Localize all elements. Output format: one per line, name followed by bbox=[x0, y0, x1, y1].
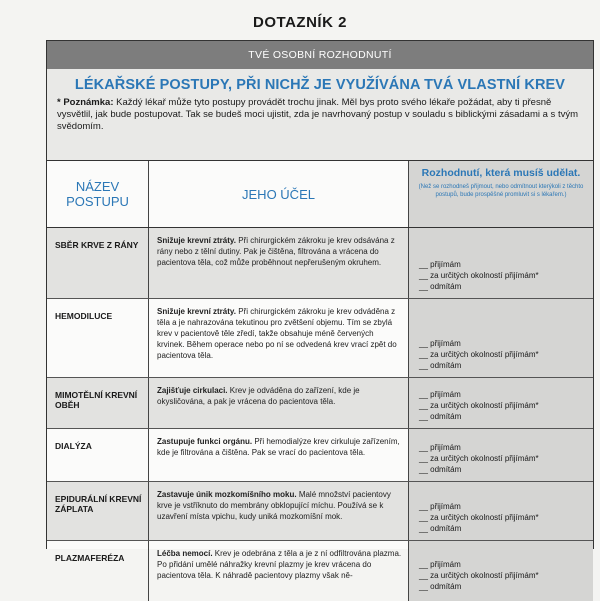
purpose-text: Krev je odebrána z těla a je z ní odfiltrována plazma. Po přidání umělé náhražky krevní plazmy je krev vrácena do pacientova těla. K náhradě pacientovy plazmy však ně- bbox=[157, 549, 402, 580]
decision-options bbox=[409, 429, 593, 481]
header-decision bbox=[409, 161, 593, 227]
procedures-table bbox=[47, 161, 593, 601]
header-decision-title: Rozhodnutí, která musíš udělat. bbox=[421, 167, 581, 179]
procedure-name: SBĚR KRVE Z RÁNY bbox=[47, 228, 149, 298]
option-conditional[interactable]: __ za určitých okolností přijímám* bbox=[419, 349, 593, 360]
procedure-name: EPIDURÁLNÍ KREVNÍ ZÁPLATA bbox=[47, 482, 149, 540]
heading-box bbox=[47, 69, 593, 161]
note-text: Každý lékař může tyto postupy provádět trochu jinak. Měl bys proto svého lékaře požádat, aby ti přesně vysvětlil, jak bude postupovat. Tak se budeš moci ujistit, zda je navrhovaný postup v souladu s biblickými zásadami a s tvým svědomím. bbox=[57, 97, 578, 132]
purpose-lead: Snižuje krevní ztráty. bbox=[157, 307, 236, 316]
option-conditional[interactable]: __ za určitých okolností přijímám* bbox=[419, 270, 593, 281]
option-conditional[interactable]: __ za určitých okolností přijímám* bbox=[419, 570, 593, 581]
purpose-text: Při chirurgickém zákroku je krev odsávána z rány nebo z tělní dutiny. Pak je čištěna, filtrována a vrácena do pacientova těla, což může proběhnout nepřerušeným okruhem. bbox=[157, 236, 395, 267]
table-row bbox=[47, 429, 593, 482]
purpose-lead: Léčba nemocí. bbox=[157, 549, 213, 558]
purpose-text: Při chirurgickém zákroku je krev odváděna z těla a je nahrazována tekutinou pro zvětšení objemu. Tím se zbylá krev v pacientově těle zředí, takže obsahuje méně červených krvinek. Během operace nebo po ní se odvedená krev vrací zpět do pacientova těla. bbox=[157, 307, 397, 360]
table-row bbox=[47, 482, 593, 541]
procedure-purpose bbox=[149, 541, 409, 601]
procedure-name: MIMOTĚLNÍ KREVNÍ OBĚH bbox=[47, 378, 149, 428]
header-name: NÁZEV POSTUPU bbox=[47, 161, 149, 227]
option-accept[interactable]: __ přijímám bbox=[419, 501, 593, 512]
procedure-name: HEMODILUCE bbox=[47, 299, 149, 377]
option-accept[interactable]: __ přijímám bbox=[419, 338, 593, 349]
purpose-text: Malé množství pacientovy krve je vstříknuto do membrány obklopující míchu. Používá se k uzavření místa vpichu, kudy uniká mozkomíšní mok. bbox=[157, 490, 391, 521]
header-purpose: JEHO ÚČEL bbox=[149, 161, 409, 227]
table-row bbox=[47, 378, 593, 429]
purpose-text: Při hemodialýze krev cirkuluje zařízením, kde je filtrována a čištěna. Pak se vrací do pacientova těla. bbox=[157, 437, 400, 457]
procedure-purpose bbox=[149, 429, 409, 481]
option-conditional[interactable]: __ za určitých okolností přijímám* bbox=[419, 400, 593, 411]
procedure-purpose bbox=[149, 228, 409, 298]
purpose-lead: Zajišťuje cirkulaci. bbox=[157, 386, 228, 395]
purpose-lead: Snižuje krevní ztráty. bbox=[157, 236, 236, 245]
option-accept[interactable]: __ přijímám bbox=[419, 442, 593, 453]
section-heading: LÉKAŘSKÉ POSTUPY, PŘI NICHŽ JE VYUŽÍVÁNA TVÁ VLASTNÍ KREV bbox=[74, 77, 566, 93]
purpose-lead: Zastupuje funkci orgánu. bbox=[157, 437, 253, 446]
procedure-purpose bbox=[149, 378, 409, 428]
table-row bbox=[47, 299, 593, 378]
option-accept[interactable]: __ přijímám bbox=[419, 259, 593, 270]
table-row bbox=[47, 228, 593, 299]
option-refuse[interactable]: __ odmítám bbox=[419, 581, 593, 592]
decision-options bbox=[409, 228, 593, 298]
option-refuse[interactable]: __ odmítám bbox=[419, 360, 593, 371]
option-refuse[interactable]: __ odmítám bbox=[419, 411, 593, 422]
document-title: DOTAZNÍK 2 bbox=[253, 14, 347, 31]
procedure-name: PLAZMAFERÉZA bbox=[47, 541, 149, 601]
header-decision-subtitle: (Než se rozhodneš přijmout, nebo odmítnout kterýkoli z těchto postupů, bude prospěšné promluvit si s lékařem.) bbox=[418, 184, 584, 198]
decision-options bbox=[409, 482, 593, 540]
option-conditional[interactable]: __ za určitých okolností přijímám* bbox=[419, 453, 593, 464]
note-label: * Poznámka: bbox=[57, 97, 114, 108]
option-refuse[interactable]: __ odmítám bbox=[419, 464, 593, 475]
decision-options bbox=[409, 541, 593, 601]
decision-options bbox=[409, 378, 593, 428]
procedure-purpose bbox=[149, 482, 409, 540]
purpose-lead: Zastavuje únik mozkomíšního moku. bbox=[157, 490, 297, 499]
decision-options bbox=[409, 299, 593, 377]
option-refuse[interactable]: __ odmítám bbox=[419, 281, 593, 292]
option-refuse[interactable]: __ odmítám bbox=[419, 523, 593, 534]
option-accept[interactable]: __ přijímám bbox=[419, 559, 593, 570]
option-conditional[interactable]: __ za určitých okolností přijímám* bbox=[419, 512, 593, 523]
purpose-text: Krev je odváděna do zařízení, kde je okysličována, a pak je vrácena do pacientova těla. bbox=[157, 386, 360, 406]
option-accept[interactable]: __ přijímám bbox=[419, 389, 593, 400]
procedure-name: DIALÝZA bbox=[47, 429, 149, 481]
procedure-purpose bbox=[149, 299, 409, 377]
section-banner: TVÉ OSOBNÍ ROZHODNUTÍ bbox=[47, 41, 593, 69]
note bbox=[57, 97, 583, 133]
table-header bbox=[47, 161, 593, 228]
questionnaire-frame bbox=[46, 40, 594, 591]
table-row bbox=[47, 541, 593, 601]
